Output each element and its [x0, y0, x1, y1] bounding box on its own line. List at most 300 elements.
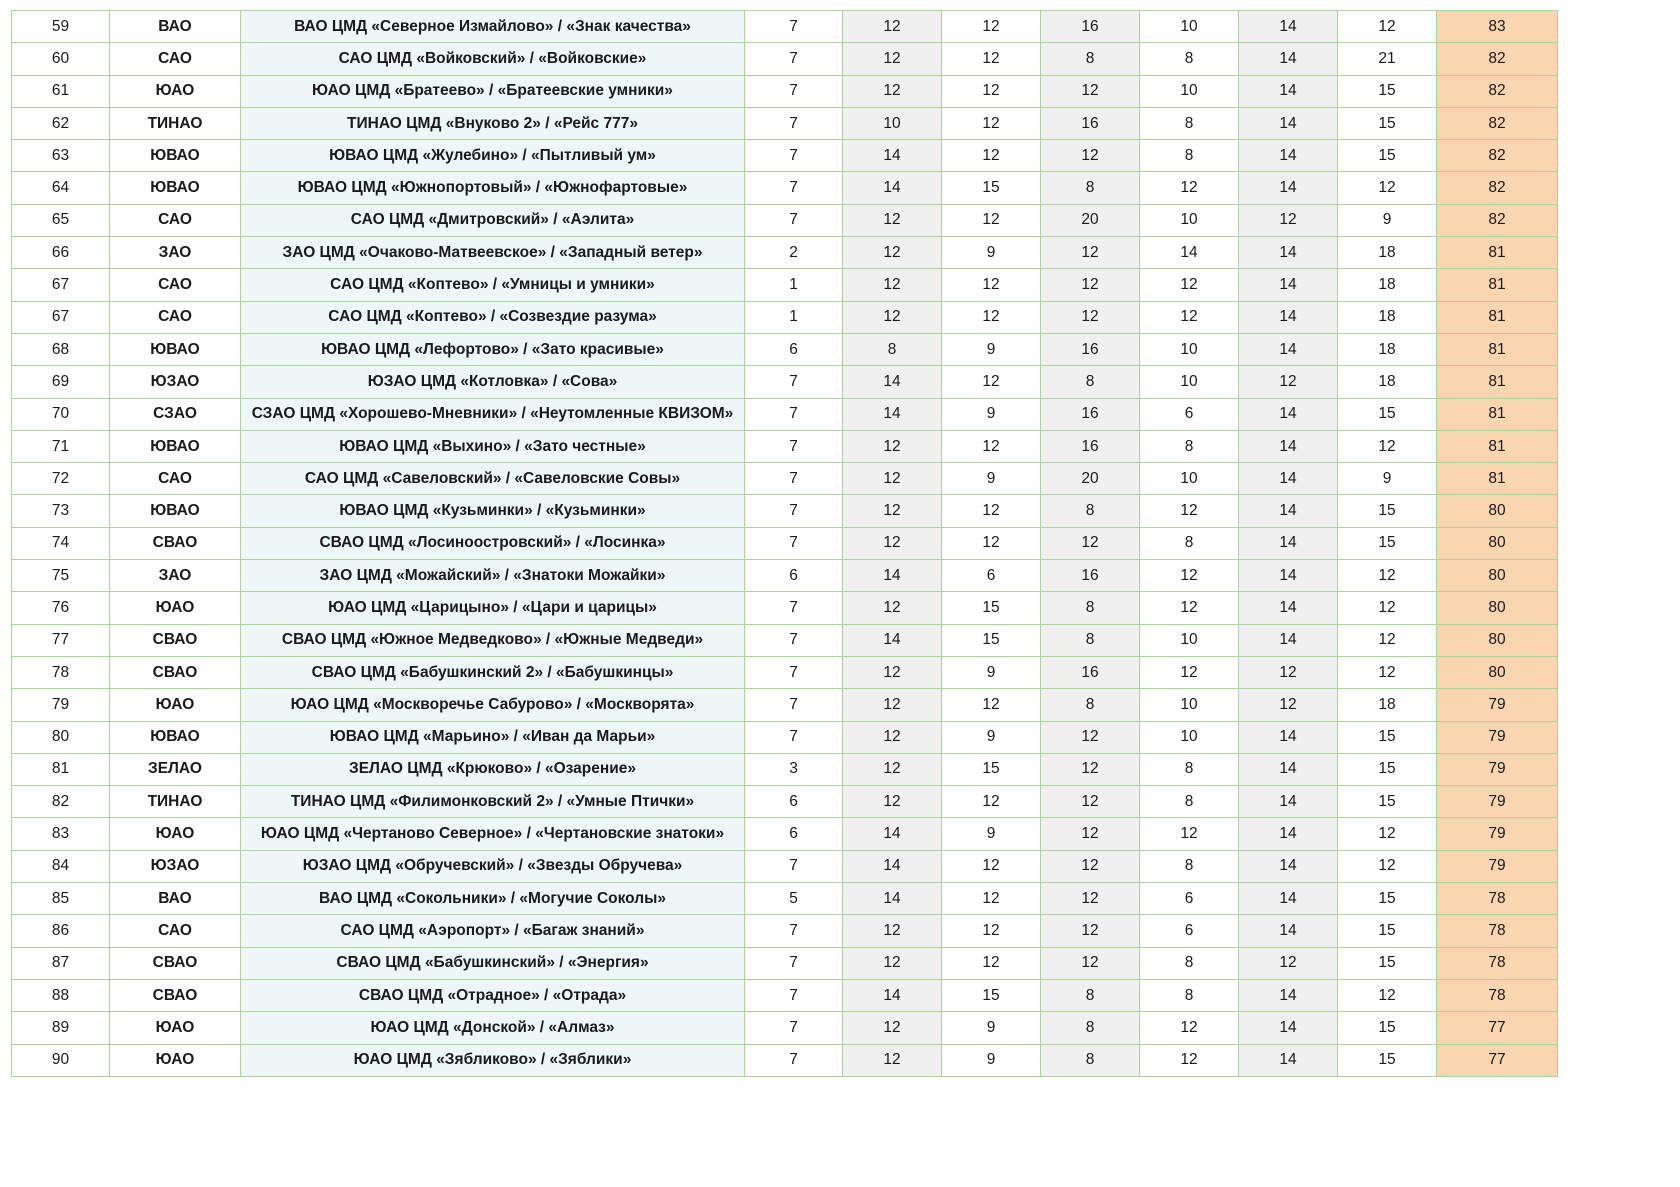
- round-5-cell: 8: [1140, 107, 1239, 139]
- round-2-cell: 12: [843, 656, 942, 688]
- table-row: [12, 560, 1558, 592]
- round-2-cell: 12: [843, 721, 942, 753]
- total-cell: 80: [1437, 592, 1558, 624]
- round-1-cell: 7: [745, 850, 843, 882]
- round-1-cell: 6: [745, 818, 843, 850]
- round-4-cell: 12: [1041, 721, 1140, 753]
- district-cell: ЮАО: [110, 689, 241, 721]
- table-row: [12, 237, 1558, 269]
- district-cell: СВАО: [110, 624, 241, 656]
- round-3-cell: 15: [942, 624, 1041, 656]
- total-cell: 81: [1437, 333, 1558, 365]
- round-2-cell: 10: [843, 107, 942, 139]
- round-7-cell: 12: [1338, 560, 1437, 592]
- rank-cell: 79: [12, 689, 110, 721]
- round-4-cell: 8: [1041, 495, 1140, 527]
- round-2-cell: 12: [843, 75, 942, 107]
- rank-cell: 84: [12, 850, 110, 882]
- round-5-cell: 10: [1140, 333, 1239, 365]
- district-cell: ЮАО: [110, 1044, 241, 1076]
- round-2-cell: 14: [843, 366, 942, 398]
- team-cell: ВАО ЦМД «Северное Измайлово» / «Знак качества»: [241, 11, 745, 43]
- round-4-cell: 12: [1041, 140, 1140, 172]
- round-1-cell: 7: [745, 11, 843, 43]
- round-2-cell: 12: [843, 1012, 942, 1044]
- team-cell: СВАО ЦМД «Лосиноостровский» / «Лосинка»: [241, 527, 745, 559]
- table-row: [12, 269, 1558, 301]
- round-7-cell: 15: [1338, 1044, 1437, 1076]
- total-cell: 82: [1437, 43, 1558, 75]
- district-cell: ЮВАО: [110, 495, 241, 527]
- round-2-cell: 12: [843, 689, 942, 721]
- round-7-cell: 15: [1338, 915, 1437, 947]
- round-1-cell: 7: [745, 689, 843, 721]
- table-row: [12, 140, 1558, 172]
- team-cell: САО ЦМД «Дмитровский» / «Аэлита»: [241, 204, 745, 236]
- round-5-cell: 6: [1140, 398, 1239, 430]
- round-6-cell: 14: [1239, 430, 1338, 462]
- table-row: [12, 818, 1558, 850]
- rank-cell: 59: [12, 11, 110, 43]
- total-cell: 79: [1437, 753, 1558, 785]
- round-2-cell: 8: [843, 333, 942, 365]
- round-2-cell: 14: [843, 850, 942, 882]
- district-cell: ТИНАО: [110, 107, 241, 139]
- district-cell: ЮАО: [110, 75, 241, 107]
- round-6-cell: 14: [1239, 75, 1338, 107]
- round-3-cell: 12: [942, 107, 1041, 139]
- table-row: [12, 366, 1558, 398]
- total-cell: 80: [1437, 656, 1558, 688]
- round-5-cell: 12: [1140, 1012, 1239, 1044]
- round-2-cell: 12: [843, 1044, 942, 1076]
- district-cell: СВАО: [110, 527, 241, 559]
- team-cell: ВАО ЦМД «Сокольники» / «Могучие Соколы»: [241, 883, 745, 915]
- round-3-cell: 12: [942, 915, 1041, 947]
- round-5-cell: 6: [1140, 915, 1239, 947]
- round-7-cell: 15: [1338, 786, 1437, 818]
- round-2-cell: 12: [843, 204, 942, 236]
- round-2-cell: 14: [843, 624, 942, 656]
- team-cell: ЮВАО ЦМД «Кузьминки» / «Кузьминки»: [241, 495, 745, 527]
- round-1-cell: 7: [745, 43, 843, 75]
- table-row: [12, 495, 1558, 527]
- total-cell: 79: [1437, 786, 1558, 818]
- round-6-cell: 14: [1239, 624, 1338, 656]
- round-5-cell: 12: [1140, 269, 1239, 301]
- round-3-cell: 12: [942, 947, 1041, 979]
- district-cell: САО: [110, 301, 241, 333]
- round-5-cell: 8: [1140, 947, 1239, 979]
- rank-cell: 68: [12, 333, 110, 365]
- round-7-cell: 15: [1338, 495, 1437, 527]
- round-6-cell: 12: [1239, 366, 1338, 398]
- round-1-cell: 7: [745, 979, 843, 1011]
- district-cell: ЮАО: [110, 592, 241, 624]
- team-cell: ЗАО ЦМД «Можайский» / «Знатоки Можайки»: [241, 560, 745, 592]
- round-3-cell: 12: [942, 850, 1041, 882]
- round-1-cell: 1: [745, 301, 843, 333]
- district-cell: СЗАО: [110, 398, 241, 430]
- table-row: [12, 624, 1558, 656]
- round-5-cell: 10: [1140, 366, 1239, 398]
- round-1-cell: 7: [745, 172, 843, 204]
- round-2-cell: 14: [843, 172, 942, 204]
- round-7-cell: 18: [1338, 269, 1437, 301]
- table-row: [12, 527, 1558, 559]
- round-3-cell: 9: [942, 721, 1041, 753]
- total-cell: 80: [1437, 624, 1558, 656]
- district-cell: САО: [110, 269, 241, 301]
- team-cell: ЮАО ЦМД «Братеево» / «Братеевские умники»: [241, 75, 745, 107]
- total-cell: 82: [1437, 172, 1558, 204]
- round-7-cell: 18: [1338, 333, 1437, 365]
- total-cell: 79: [1437, 721, 1558, 753]
- team-cell: ЮАО ЦМД «Донской» / «Алмаз»: [241, 1012, 745, 1044]
- total-cell: 81: [1437, 463, 1558, 495]
- round-7-cell: 15: [1338, 398, 1437, 430]
- round-6-cell: 14: [1239, 333, 1338, 365]
- table-row: [12, 947, 1558, 979]
- round-7-cell: 15: [1338, 527, 1437, 559]
- table-row: [12, 107, 1558, 139]
- total-cell: 77: [1437, 1012, 1558, 1044]
- round-3-cell: 9: [942, 1012, 1041, 1044]
- total-cell: 81: [1437, 430, 1558, 462]
- round-3-cell: 12: [942, 301, 1041, 333]
- round-3-cell: 15: [942, 592, 1041, 624]
- rank-cell: 88: [12, 979, 110, 1011]
- rank-cell: 82: [12, 786, 110, 818]
- round-6-cell: 14: [1239, 269, 1338, 301]
- district-cell: ВАО: [110, 11, 241, 43]
- round-7-cell: 12: [1338, 11, 1437, 43]
- table-row: [12, 204, 1558, 236]
- round-3-cell: 12: [942, 75, 1041, 107]
- round-4-cell: 8: [1041, 1044, 1140, 1076]
- round-7-cell: 18: [1338, 689, 1437, 721]
- team-cell: ЮВАО ЦМД «Жулебино» / «Пытливый ум»: [241, 140, 745, 172]
- round-6-cell: 14: [1239, 850, 1338, 882]
- round-2-cell: 14: [843, 140, 942, 172]
- round-4-cell: 12: [1041, 947, 1140, 979]
- round-7-cell: 15: [1338, 883, 1437, 915]
- table-row: [12, 721, 1558, 753]
- rank-cell: 75: [12, 560, 110, 592]
- round-6-cell: 14: [1239, 237, 1338, 269]
- round-6-cell: 14: [1239, 883, 1338, 915]
- round-5-cell: 12: [1140, 1044, 1239, 1076]
- round-4-cell: 16: [1041, 107, 1140, 139]
- round-7-cell: 15: [1338, 753, 1437, 785]
- round-7-cell: 12: [1338, 818, 1437, 850]
- total-cell: 77: [1437, 1044, 1558, 1076]
- table-row: [12, 430, 1558, 462]
- round-3-cell: 9: [942, 333, 1041, 365]
- round-3-cell: 9: [942, 398, 1041, 430]
- rank-cell: 73: [12, 495, 110, 527]
- district-cell: ЮАО: [110, 1012, 241, 1044]
- rank-cell: 67: [12, 301, 110, 333]
- rank-cell: 80: [12, 721, 110, 753]
- round-1-cell: 2: [745, 237, 843, 269]
- round-1-cell: 3: [745, 753, 843, 785]
- round-2-cell: 12: [843, 786, 942, 818]
- round-3-cell: 12: [942, 269, 1041, 301]
- round-3-cell: 15: [942, 753, 1041, 785]
- round-4-cell: 8: [1041, 1012, 1140, 1044]
- table-row: [12, 43, 1558, 75]
- round-7-cell: 15: [1338, 947, 1437, 979]
- team-cell: СВАО ЦМД «Бабушкинский 2» / «Бабушкинцы»: [241, 656, 745, 688]
- round-5-cell: 10: [1140, 689, 1239, 721]
- round-4-cell: 8: [1041, 43, 1140, 75]
- round-5-cell: 12: [1140, 172, 1239, 204]
- round-1-cell: 7: [745, 463, 843, 495]
- round-3-cell: 9: [942, 656, 1041, 688]
- round-3-cell: 12: [942, 11, 1041, 43]
- round-7-cell: 12: [1338, 592, 1437, 624]
- team-cell: САО ЦМД «Аэропорт» / «Багаж знаний»: [241, 915, 745, 947]
- round-2-cell: 12: [843, 495, 942, 527]
- round-3-cell: 12: [942, 689, 1041, 721]
- table-row: [12, 75, 1558, 107]
- rank-cell: 87: [12, 947, 110, 979]
- round-6-cell: 14: [1239, 915, 1338, 947]
- round-1-cell: 7: [745, 915, 843, 947]
- total-cell: 82: [1437, 204, 1558, 236]
- district-cell: ЮВАО: [110, 140, 241, 172]
- total-cell: 78: [1437, 979, 1558, 1011]
- round-1-cell: 1: [745, 269, 843, 301]
- district-cell: САО: [110, 463, 241, 495]
- round-6-cell: 14: [1239, 495, 1338, 527]
- round-6-cell: 14: [1239, 301, 1338, 333]
- total-cell: 80: [1437, 560, 1558, 592]
- round-1-cell: 7: [745, 75, 843, 107]
- round-1-cell: 6: [745, 333, 843, 365]
- round-6-cell: 14: [1239, 786, 1338, 818]
- round-3-cell: 12: [942, 140, 1041, 172]
- rank-cell: 69: [12, 366, 110, 398]
- rank-cell: 81: [12, 753, 110, 785]
- team-cell: ЮЗАО ЦМД «Котловка» / «Сова»: [241, 366, 745, 398]
- round-5-cell: 10: [1140, 75, 1239, 107]
- total-cell: 78: [1437, 947, 1558, 979]
- team-cell: САО ЦМД «Войковский» / «Войковские»: [241, 43, 745, 75]
- round-7-cell: 15: [1338, 75, 1437, 107]
- team-cell: САО ЦМД «Савеловский» / «Савеловские Совы»: [241, 463, 745, 495]
- round-1-cell: 7: [745, 656, 843, 688]
- round-4-cell: 12: [1041, 883, 1140, 915]
- round-6-cell: 12: [1239, 656, 1338, 688]
- round-5-cell: 8: [1140, 43, 1239, 75]
- table-row: [12, 11, 1558, 43]
- team-cell: ЮВАО ЦМД «Выхино» / «Зато честные»: [241, 430, 745, 462]
- round-5-cell: 12: [1140, 656, 1239, 688]
- round-4-cell: 20: [1041, 204, 1140, 236]
- round-1-cell: 7: [745, 366, 843, 398]
- rank-cell: 77: [12, 624, 110, 656]
- round-7-cell: 15: [1338, 1012, 1437, 1044]
- round-6-cell: 14: [1239, 398, 1338, 430]
- district-cell: ЮВАО: [110, 172, 241, 204]
- round-4-cell: 12: [1041, 915, 1140, 947]
- round-6-cell: 14: [1239, 527, 1338, 559]
- round-4-cell: 8: [1041, 624, 1140, 656]
- round-6-cell: 14: [1239, 107, 1338, 139]
- rank-cell: 63: [12, 140, 110, 172]
- round-1-cell: 7: [745, 624, 843, 656]
- team-cell: СВАО ЦМД «Южное Медведково» / «Южные Медведи»: [241, 624, 745, 656]
- round-3-cell: 9: [942, 463, 1041, 495]
- round-5-cell: 10: [1140, 721, 1239, 753]
- round-7-cell: 12: [1338, 624, 1437, 656]
- round-2-cell: 12: [843, 237, 942, 269]
- district-cell: ЮЗАО: [110, 850, 241, 882]
- table-row: [12, 333, 1558, 365]
- round-6-cell: 14: [1239, 463, 1338, 495]
- round-7-cell: 15: [1338, 140, 1437, 172]
- rank-cell: 61: [12, 75, 110, 107]
- round-6-cell: 14: [1239, 818, 1338, 850]
- round-1-cell: 7: [745, 592, 843, 624]
- district-cell: ЮВАО: [110, 721, 241, 753]
- round-7-cell: 9: [1338, 204, 1437, 236]
- rank-cell: 62: [12, 107, 110, 139]
- round-1-cell: 6: [745, 786, 843, 818]
- round-4-cell: 12: [1041, 301, 1140, 333]
- round-4-cell: 8: [1041, 172, 1140, 204]
- round-1-cell: 7: [745, 1044, 843, 1076]
- round-6-cell: 14: [1239, 560, 1338, 592]
- round-5-cell: 8: [1140, 753, 1239, 785]
- district-cell: САО: [110, 43, 241, 75]
- total-cell: 78: [1437, 883, 1558, 915]
- round-5-cell: 8: [1140, 979, 1239, 1011]
- round-2-cell: 12: [843, 43, 942, 75]
- rank-cell: 78: [12, 656, 110, 688]
- round-4-cell: 16: [1041, 560, 1140, 592]
- round-3-cell: 12: [942, 204, 1041, 236]
- round-7-cell: 12: [1338, 430, 1437, 462]
- table-row: [12, 915, 1558, 947]
- round-1-cell: 7: [745, 527, 843, 559]
- district-cell: СВАО: [110, 947, 241, 979]
- round-1-cell: 7: [745, 398, 843, 430]
- round-1-cell: 7: [745, 1012, 843, 1044]
- total-cell: 79: [1437, 850, 1558, 882]
- team-cell: ЮВАО ЦМД «Лефортово» / «Зато красивые»: [241, 333, 745, 365]
- total-cell: 81: [1437, 269, 1558, 301]
- round-6-cell: 14: [1239, 592, 1338, 624]
- round-4-cell: 12: [1041, 75, 1140, 107]
- round-2-cell: 12: [843, 301, 942, 333]
- rank-cell: 67: [12, 269, 110, 301]
- total-cell: 82: [1437, 107, 1558, 139]
- round-2-cell: 14: [843, 818, 942, 850]
- round-4-cell: 8: [1041, 689, 1140, 721]
- round-2-cell: 12: [843, 592, 942, 624]
- round-6-cell: 12: [1239, 947, 1338, 979]
- round-6-cell: 14: [1239, 172, 1338, 204]
- round-4-cell: 16: [1041, 333, 1140, 365]
- round-3-cell: 9: [942, 818, 1041, 850]
- round-2-cell: 14: [843, 979, 942, 1011]
- round-5-cell: 6: [1140, 883, 1239, 915]
- team-cell: ЮАО ЦМД «Зябликово» / «Зяблики»: [241, 1044, 745, 1076]
- round-1-cell: 7: [745, 947, 843, 979]
- round-5-cell: 12: [1140, 301, 1239, 333]
- round-4-cell: 12: [1041, 753, 1140, 785]
- round-5-cell: 8: [1140, 140, 1239, 172]
- team-cell: САО ЦМД «Коптево» / «Умницы и умники»: [241, 269, 745, 301]
- round-2-cell: 12: [843, 527, 942, 559]
- round-5-cell: 10: [1140, 463, 1239, 495]
- round-5-cell: 8: [1140, 850, 1239, 882]
- round-2-cell: 14: [843, 560, 942, 592]
- round-3-cell: 12: [942, 883, 1041, 915]
- round-7-cell: 18: [1338, 301, 1437, 333]
- round-6-cell: 14: [1239, 753, 1338, 785]
- round-5-cell: 12: [1140, 560, 1239, 592]
- round-2-cell: 12: [843, 430, 942, 462]
- round-4-cell: 16: [1041, 430, 1140, 462]
- rank-cell: 85: [12, 883, 110, 915]
- round-4-cell: 12: [1041, 237, 1140, 269]
- round-5-cell: 12: [1140, 495, 1239, 527]
- round-6-cell: 14: [1239, 1012, 1338, 1044]
- table-body: [12, 11, 1558, 1077]
- round-6-cell: 14: [1239, 43, 1338, 75]
- rank-cell: 86: [12, 915, 110, 947]
- district-cell: САО: [110, 204, 241, 236]
- round-1-cell: 7: [745, 430, 843, 462]
- table-row: [12, 689, 1558, 721]
- table-row: [12, 883, 1558, 915]
- rank-cell: 64: [12, 172, 110, 204]
- round-3-cell: 15: [942, 979, 1041, 1011]
- rank-cell: 60: [12, 43, 110, 75]
- round-2-cell: 14: [843, 883, 942, 915]
- round-1-cell: 7: [745, 107, 843, 139]
- round-4-cell: 12: [1041, 269, 1140, 301]
- round-5-cell: 10: [1140, 204, 1239, 236]
- round-4-cell: 8: [1041, 979, 1140, 1011]
- district-cell: САО: [110, 915, 241, 947]
- team-cell: ЗАО ЦМД «Очаково-Матвеевское» / «Западный ветер»: [241, 237, 745, 269]
- total-cell: 83: [1437, 11, 1558, 43]
- round-5-cell: 10: [1140, 624, 1239, 656]
- team-cell: ЮАО ЦМД «Чертаново Северное» / «Чертановские знатоки»: [241, 818, 745, 850]
- district-cell: ЗЕЛАО: [110, 753, 241, 785]
- round-1-cell: 6: [745, 560, 843, 592]
- rank-cell: 90: [12, 1044, 110, 1076]
- round-3-cell: 9: [942, 237, 1041, 269]
- round-6-cell: 12: [1239, 689, 1338, 721]
- total-cell: 79: [1437, 689, 1558, 721]
- round-6-cell: 14: [1239, 140, 1338, 172]
- round-4-cell: 12: [1041, 850, 1140, 882]
- round-3-cell: 12: [942, 43, 1041, 75]
- round-4-cell: 20: [1041, 463, 1140, 495]
- round-7-cell: 12: [1338, 850, 1437, 882]
- total-cell: 81: [1437, 366, 1558, 398]
- team-cell: ТИНАО ЦМД «Внуково 2» / «Рейс 777»: [241, 107, 745, 139]
- round-2-cell: 12: [843, 915, 942, 947]
- table-row: [12, 1012, 1558, 1044]
- team-cell: САО ЦМД «Коптево» / «Созвездие разума»: [241, 301, 745, 333]
